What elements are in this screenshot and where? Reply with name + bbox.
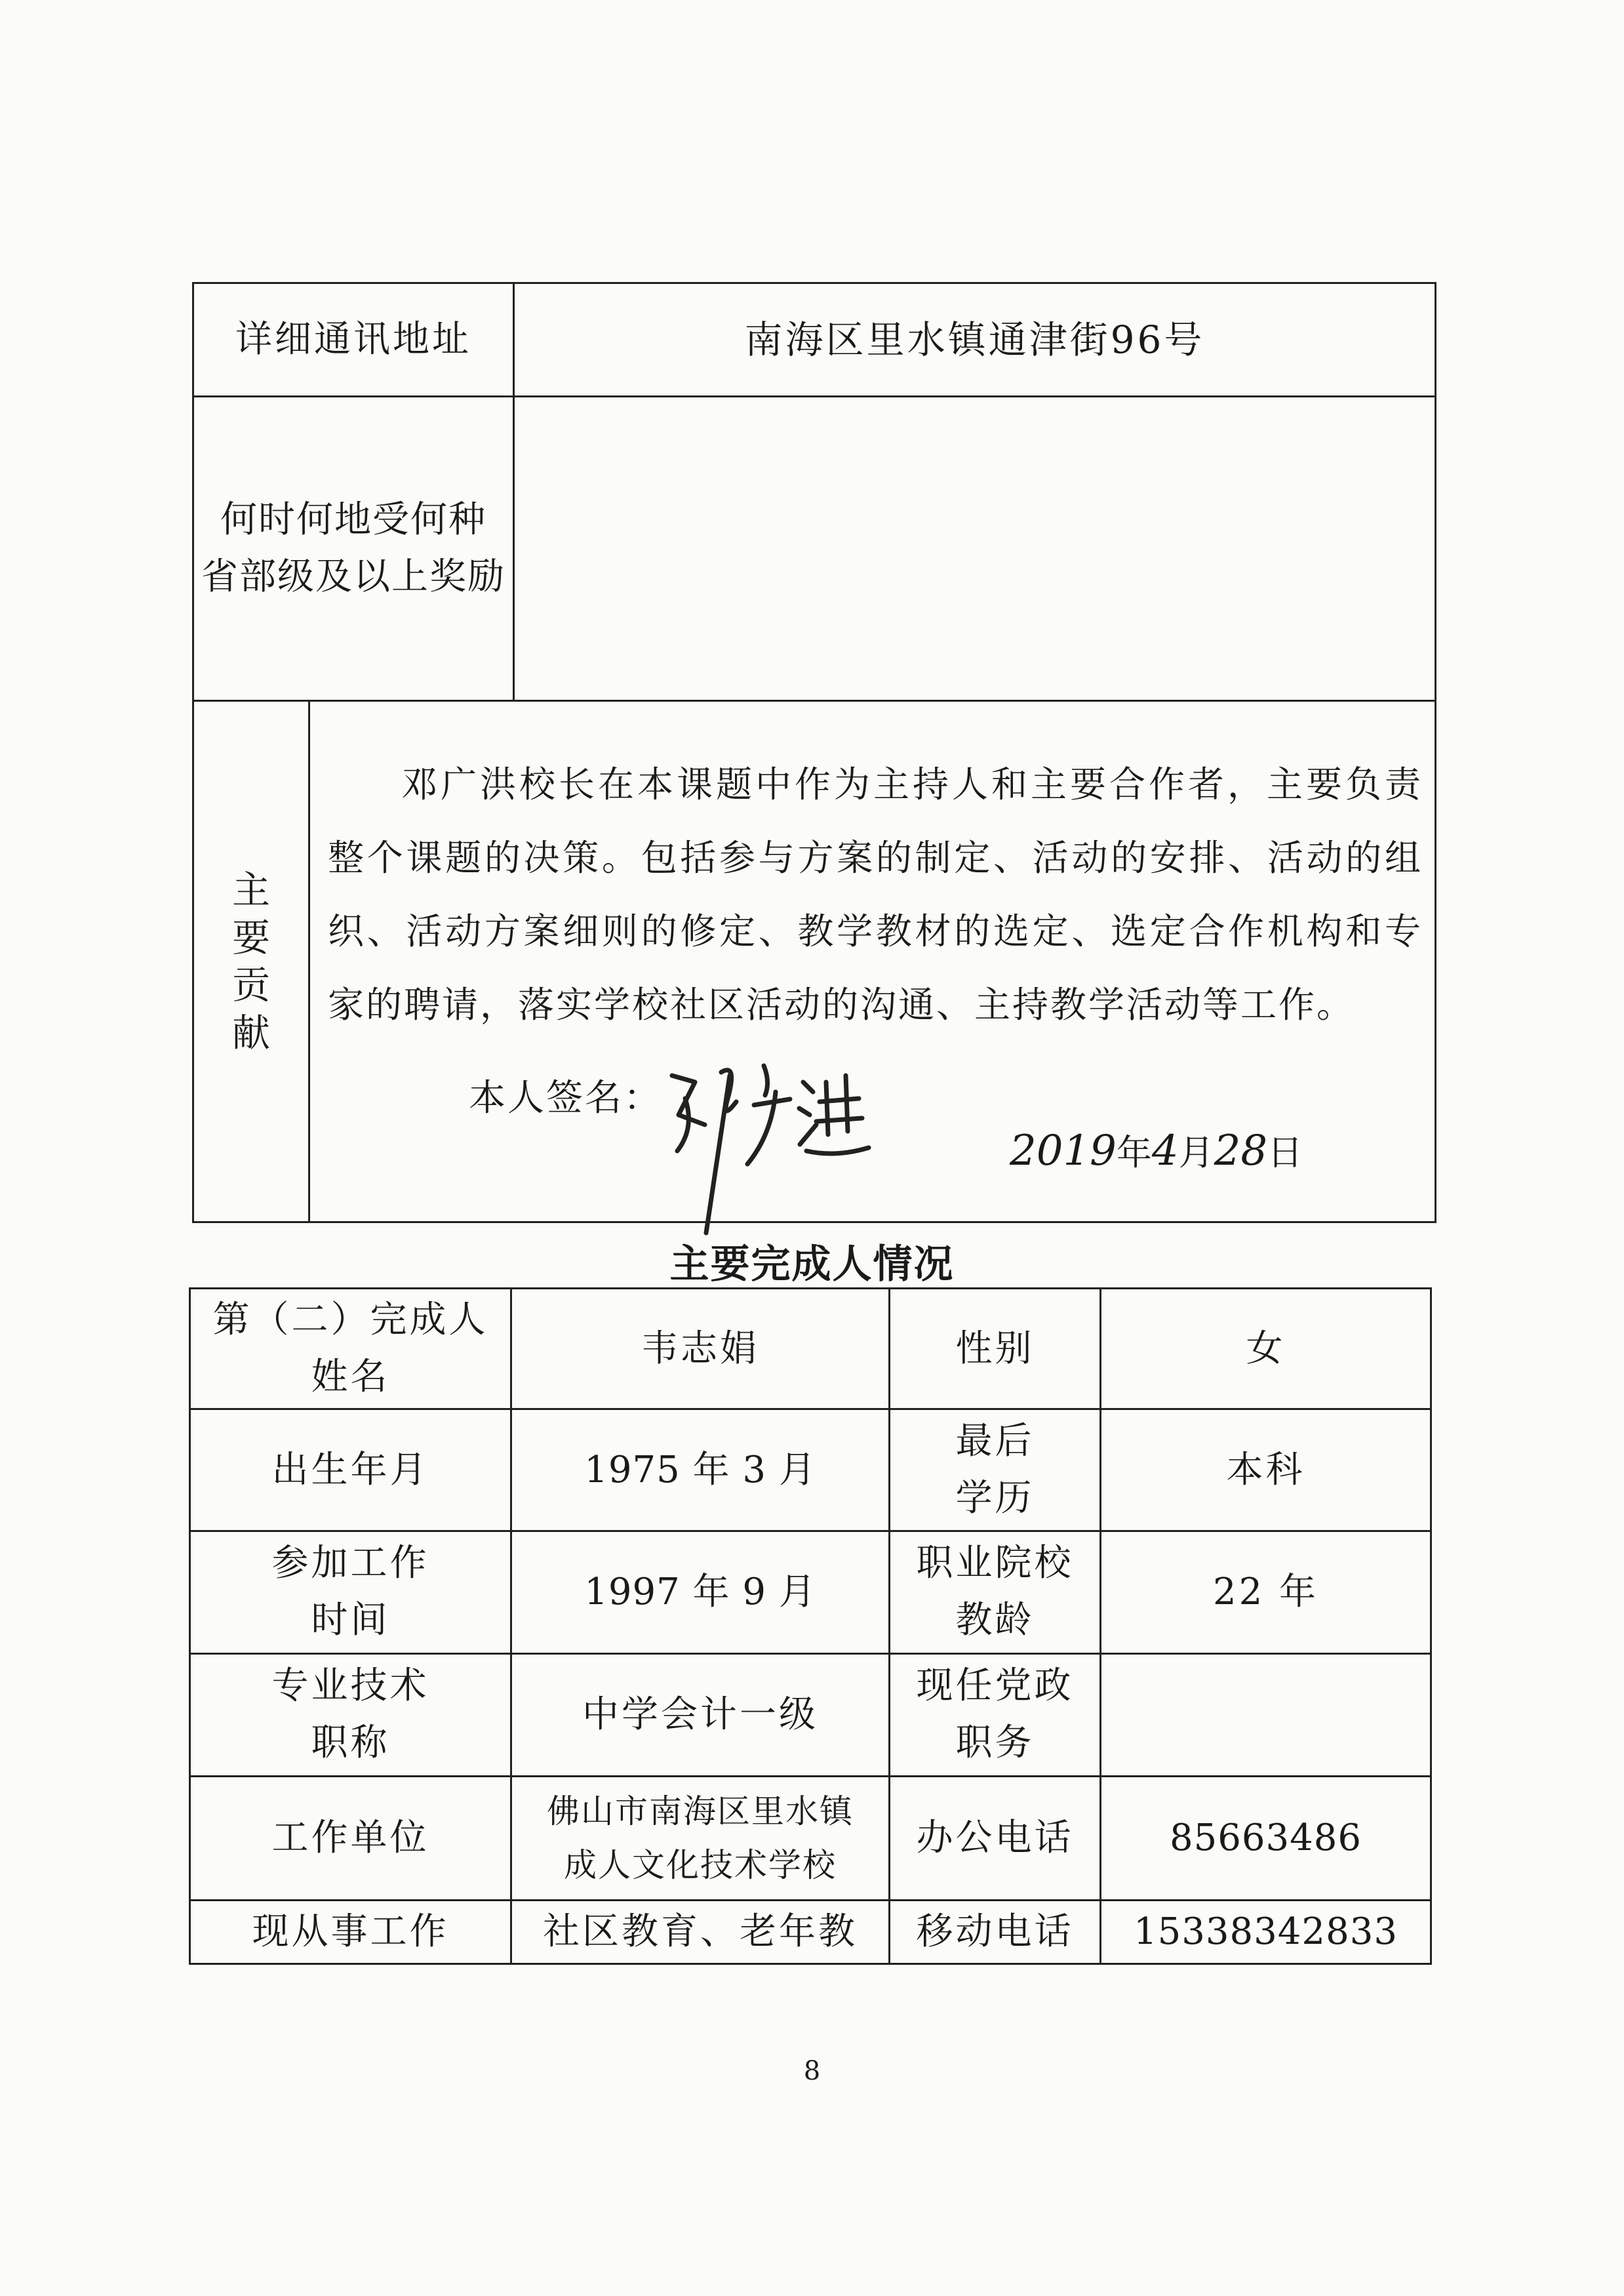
table-row-label: 办公电话 xyxy=(916,1817,1074,1860)
table-row-value: 15338342833 xyxy=(1134,1910,1398,1954)
table-row-value: 社区教育、老年教 xyxy=(543,1910,858,1954)
date-year-char: 年 xyxy=(1116,1132,1152,1173)
table-row-label: 专业技术 职称 xyxy=(271,1664,429,1764)
signature-image xyxy=(659,1036,875,1239)
contribution-label-char: 要 xyxy=(231,915,270,960)
section-title: 主要完成人情况 xyxy=(669,1241,955,1287)
table-row-value: 佛山市南海区里水镇 成人文化技术学校 xyxy=(547,1792,854,1884)
page-number: 8 xyxy=(803,2056,821,2086)
table-row-label: 参加工作 时间 xyxy=(271,1542,429,1641)
table-row-label: 出生年月 xyxy=(271,1448,429,1491)
date-month: 4 xyxy=(1151,1127,1179,1175)
date-year: 2019 xyxy=(1010,1127,1117,1175)
signature-date xyxy=(1010,1125,1303,1175)
table-row-label: 性别 xyxy=(955,1327,1035,1370)
table-row-label: 最后 学历 xyxy=(955,1419,1035,1520)
contribution-label-char: 贡 xyxy=(231,963,270,1007)
table-row-label: 移动电话 xyxy=(916,1910,1074,1954)
table-row-value: 韦志娟 xyxy=(641,1327,759,1370)
table-row-value: 中学会计一级 xyxy=(582,1693,818,1737)
table-row-value: 85663486 xyxy=(1169,1817,1362,1860)
table-row-label: 职业院校 教龄 xyxy=(916,1542,1074,1641)
signature-label: 本人签名： xyxy=(469,1077,662,1119)
date-day: 28 xyxy=(1214,1127,1268,1175)
table-row-value: 1975 年 3 月 xyxy=(584,1448,816,1491)
table-row-value xyxy=(1101,1655,1430,1775)
address-value: 南海区里水镇通津街96号 xyxy=(744,317,1205,362)
table-row-label: 工作单位 xyxy=(271,1817,429,1860)
table-row-value: 22 年 xyxy=(1212,1571,1319,1614)
table-row-value: 1997 年 9 月 xyxy=(584,1571,816,1614)
table-row-value: 本科 xyxy=(1226,1448,1305,1491)
contribution-label-char: 献 xyxy=(231,1010,270,1055)
awards-value xyxy=(515,397,1435,700)
date-month-char: 月 xyxy=(1178,1132,1214,1173)
table-row-label: 现从事工作 xyxy=(252,1910,449,1954)
address-label: 详细通讯地址 xyxy=(235,318,471,361)
table-row-label: 第（二）完成人 姓名 xyxy=(212,1298,488,1398)
contribution-label xyxy=(194,702,308,1221)
table-row-label: 现任党政 职务 xyxy=(916,1664,1074,1764)
awards-label: 何时何地受何种 省部级及以上奖励 xyxy=(201,498,505,598)
contribution-text: 邓广洪校长在本课题中作为主持人和主要合作者，主要负责整个课题的决策。包括参与方案的制定、活动的安排、活动的组织、活动方案细则的修定、教学教材的选定、选定合作机构和专家的聘请，落实学校社区活动的沟通、主持教学活动等工作。 xyxy=(328,763,1423,1026)
date-day-char: 日 xyxy=(1267,1132,1303,1173)
contribution-label-char: 主 xyxy=(231,868,270,912)
table-row-value: 女 xyxy=(1246,1327,1286,1370)
